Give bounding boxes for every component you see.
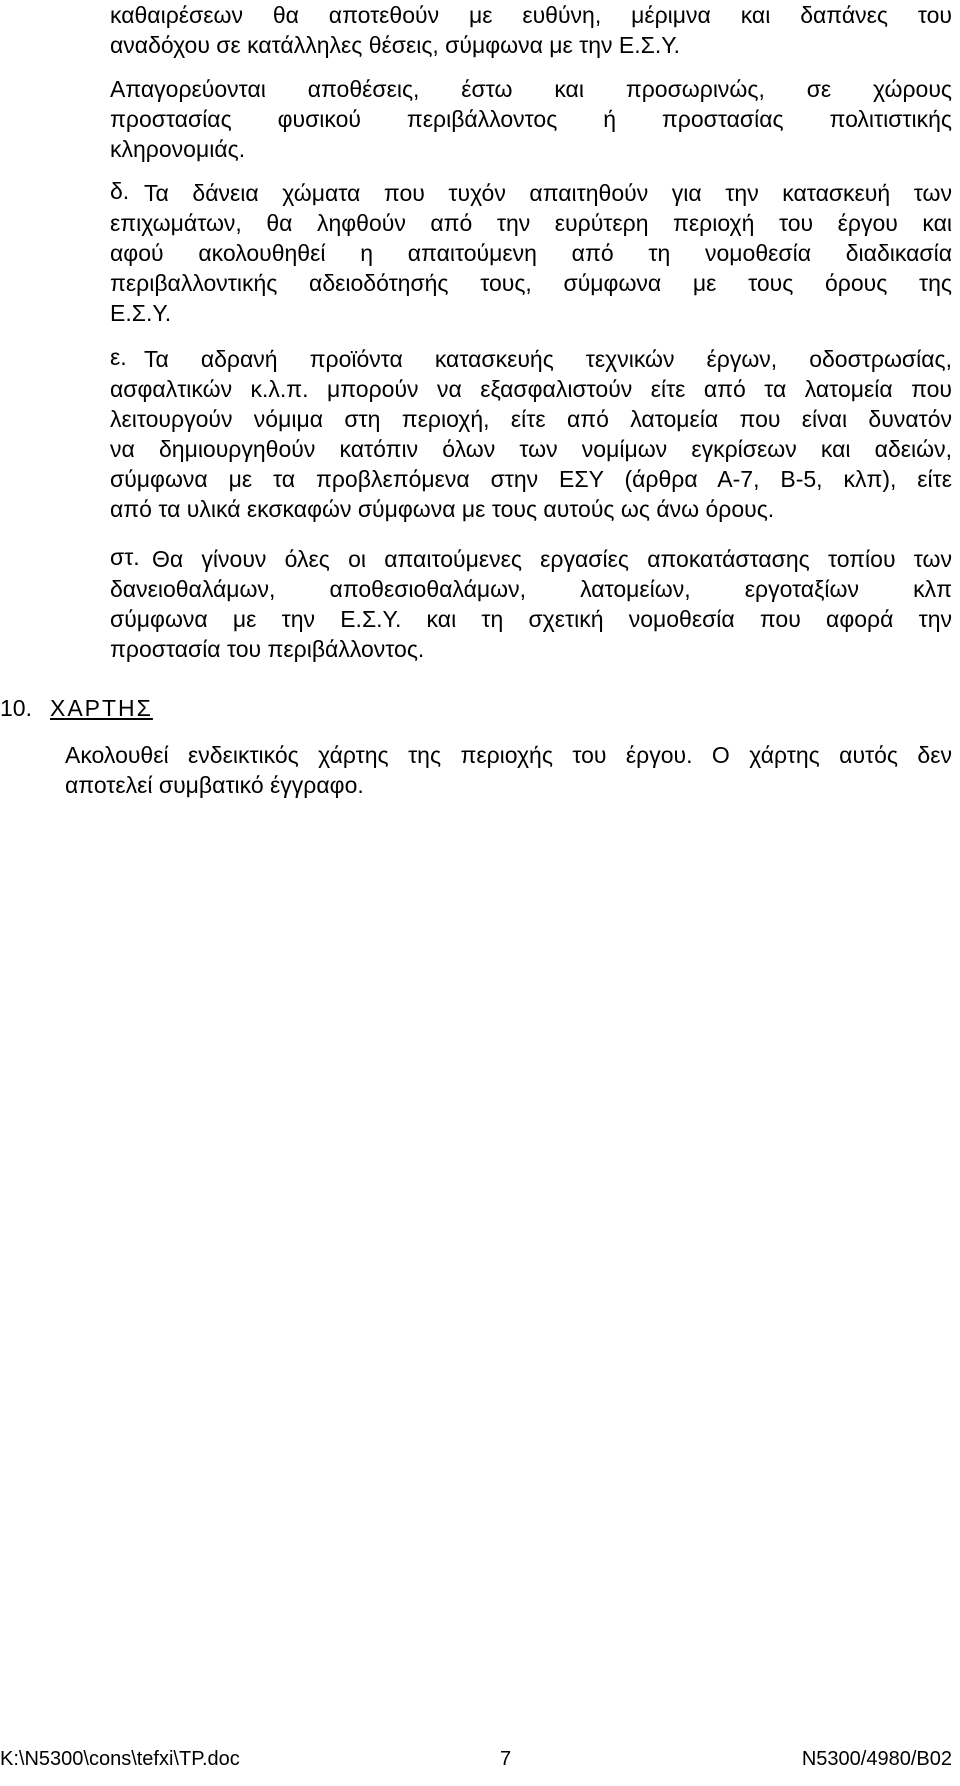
text-line: λειτουργούν νόμιμα στη περιοχή, είτε από λατομεία που είναι δυνατόν [110, 406, 952, 432]
section-paragraph [65, 740, 952, 800]
text-line: Ακολουθεί ενδεικτικός χάρτης της περιοχής του έργου. Ο χάρτης αυτός δεν [65, 742, 952, 768]
text-line: αποτελεί συμβατικό έγγραφο. [65, 772, 364, 798]
list-item-st [110, 544, 952, 664]
list-item-d-text [110, 178, 952, 328]
text-line: να δημιουργηθούν κατόπιν όλων των νομίμων εγκρίσεων και αδειών, [110, 436, 952, 462]
text-line: περιβαλλοντικής αδειοδότησής τους, σύμφωνα με τους όρους της [110, 270, 952, 296]
footer-file-path: K:\N5300\cons\tefxi\TP.doc [0, 1748, 240, 1770]
text-line: Ε.Σ.Υ. [110, 300, 172, 326]
text-line: Απαγορεύονται αποθέσεις, έστω και προσωρινώς, σε χώρους [110, 76, 952, 102]
continuation-paragraph [110, 0, 952, 60]
list-item-d [110, 178, 952, 328]
list-marker-d: δ. [110, 178, 130, 204]
text-line: αναδόχου σε κατάλληλες θέσεις, σύμφωνα με την Ε.Σ.Υ. [110, 32, 681, 58]
list-marker-st: στ. [110, 544, 140, 570]
footer-document-code: N5300/4980/B02 [801, 1748, 952, 1770]
text-line: κληρονομιάς. [110, 136, 246, 162]
footer-page-number: 7 [500, 1748, 512, 1770]
text-line: ασφαλτικών κ.λ.π. μπορούν να εξασφαλιστούν είτε από τα λατομεία που [110, 376, 952, 402]
section-title: ΧΑΡΤΗΣ [49, 695, 153, 721]
text-line: Τα αδρανή προϊόντα κατασκευής τεχνικών έργων, οδοστρωσίας, [144, 346, 952, 372]
text-line: δανειοθαλάμων, αποθεσιοθαλάμων, λατομείων, εργοταξίων κλπ [110, 576, 952, 602]
text-line: προστασία του περιβάλλοντος. [110, 636, 425, 662]
section-number: 10. [0, 695, 32, 721]
text-line: καθαιρέσεων θα αποτεθούν με ευθύνη, μέριμνα και δαπάνες του [110, 2, 952, 28]
text-line: επιχωμάτων, θα ληφθούν από την ευρύτερη περιοχή του έργου και [110, 210, 952, 236]
text-line: προστασίας φυσικού περιβάλλοντος ή προστασίας πολιτιστικής [110, 106, 952, 132]
text-line: από τα υλικά εκσκαφών σύμφωνα με τους αυτούς ως άνω όρους. [110, 496, 775, 522]
prohibition-paragraph [110, 74, 952, 164]
text-line: Θα γίνουν όλες οι απαιτούμενες εργασίες αποκατάστασης τοπίου των [152, 546, 952, 572]
text-line: σύμφωνα με τα προβλεπόμενα στην ΕΣΥ (άρθρα Α-7, Β-5, κλπ), είτε [110, 466, 952, 492]
text-line: σύμφωνα με την Ε.Σ.Υ. και τη σχετική νομοθεσία που αφορά την [110, 606, 952, 632]
list-marker-e: ε. [110, 344, 127, 370]
list-item-st-text [110, 544, 952, 664]
text-line: αφού ακολουθηθεί η απαιτούμενη από τη νομοθεσία διαδικασία [110, 240, 952, 266]
section-heading [0, 692, 153, 724]
list-item-e [110, 344, 952, 524]
list-item-e-text [110, 344, 952, 524]
page-footer [0, 1746, 960, 1772]
text-line: Τα δάνεια χώματα που τυχόν απαιτηθούν για την κατασκευή των [144, 180, 952, 206]
